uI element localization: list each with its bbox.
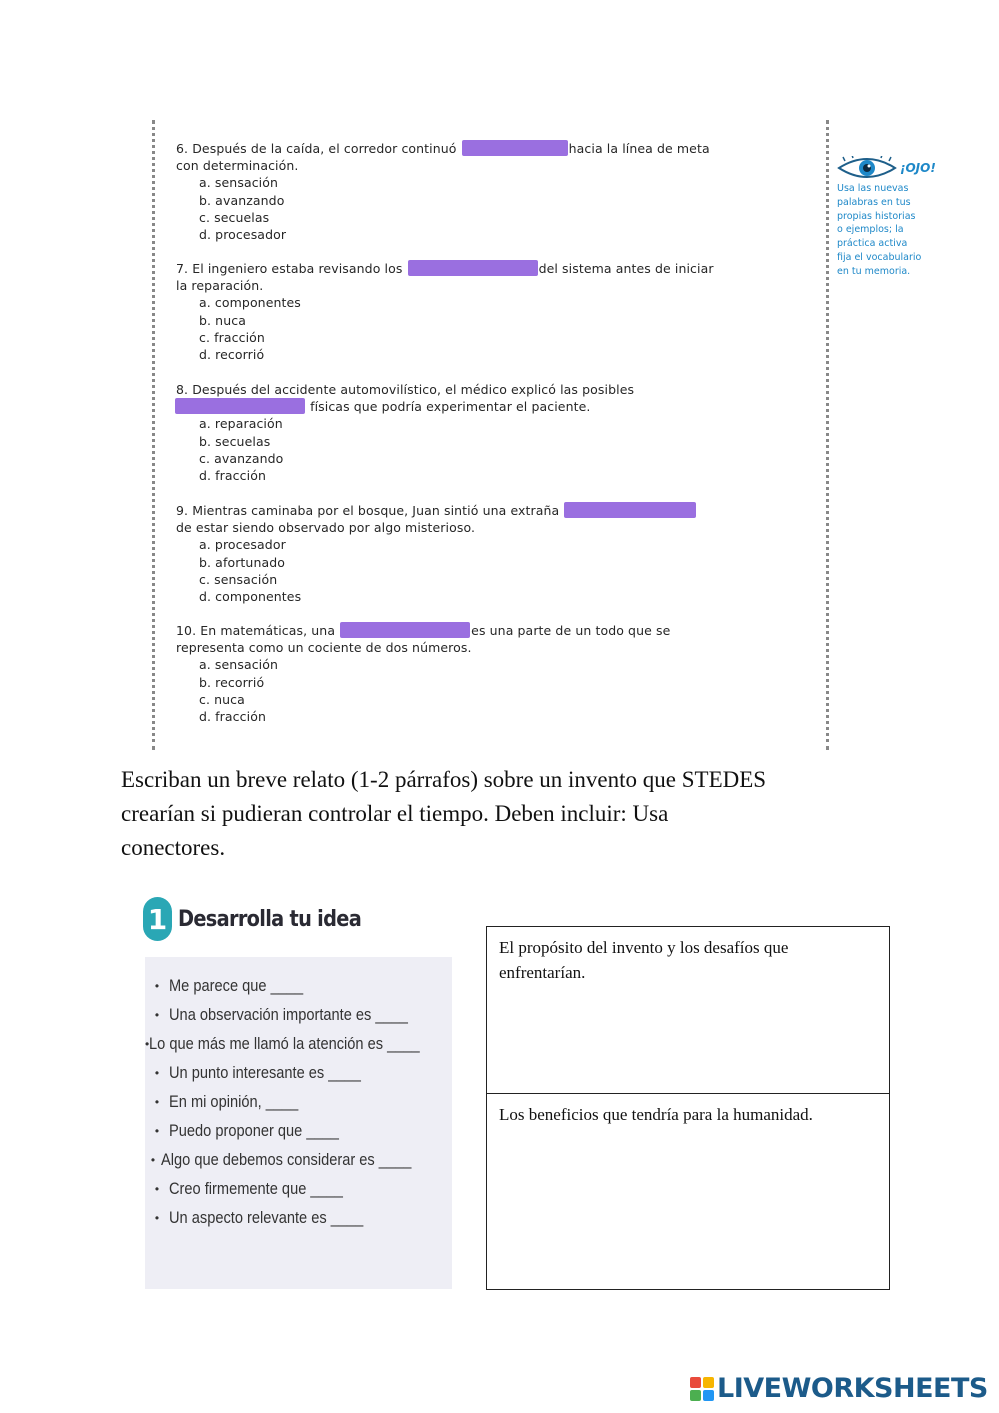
instruction-line: Escriban un breve relato (1-2 párrafos) sobre un invento que STEDES [121, 767, 767, 792]
option: b. afortunado [199, 554, 286, 570]
answer-blank[interactable] [462, 140, 568, 156]
list-item [145, 1203, 452, 1232]
bullet-icon: • [154, 1094, 160, 1109]
question-text: 8. Después del accidente automovilístico, el médico explicó las posibles [176, 382, 635, 397]
bullet-icon: • [154, 1007, 160, 1022]
option: a. reparación [199, 416, 283, 432]
options-list [199, 294, 816, 363]
answer-blank[interactable] [408, 260, 538, 276]
bullet-icon: • [150, 1152, 156, 1167]
tip-line: fija el vocabulario [837, 251, 922, 263]
list-item [145, 1087, 452, 1116]
tip-line: Usa las nuevas [837, 183, 909, 194]
response-table [486, 926, 890, 1290]
question-text: 6. Después de la caída, el corredor continuó [176, 141, 457, 156]
question-6 [176, 140, 816, 243]
answer-blank[interactable] [175, 398, 305, 414]
options-list [199, 656, 816, 725]
option: d. fracción [199, 467, 266, 483]
list-item [145, 1000, 452, 1029]
tip-box [837, 155, 967, 279]
question-text: 9. Mientras caminaba por el bosque, Juan sintió una extraña [176, 503, 560, 518]
idea-header [143, 897, 386, 941]
option: c. secuelas [199, 209, 270, 225]
tip-line: propias historias [837, 210, 916, 222]
question-text: de estar siendo observado por algo misterioso. [176, 520, 476, 536]
logo-square [703, 1377, 714, 1388]
tip-line: o ejemplos; la [837, 224, 904, 236]
instruction-paragraph [121, 763, 901, 865]
option: a. componentes [199, 295, 301, 311]
options-list [199, 415, 816, 484]
benefits-prompt: Los beneficios que tendría para la humanidad. [499, 1105, 813, 1124]
tip-title: ¡OJO! [900, 161, 936, 175]
option: a. sensación [199, 175, 279, 191]
list-item [145, 1058, 452, 1087]
phrase-text: Lo que más me llamó la atención es ____ [149, 1033, 420, 1053]
tip-header [837, 155, 967, 181]
option: b. nuca [199, 312, 246, 328]
question-text: del sistema antes de iniciar [538, 261, 714, 276]
liveworksheets-logo [690, 1373, 988, 1404]
option: c. nuca [199, 691, 245, 707]
idea-title: Desarrolla tu idea [178, 906, 362, 932]
phrase-text: En mi opinión, ____ [169, 1091, 299, 1111]
quiz-section [152, 120, 829, 750]
logo-square [690, 1377, 701, 1388]
purpose-cell[interactable] [487, 927, 889, 1094]
tip-line: práctica activa [837, 238, 908, 250]
list-item [145, 1145, 452, 1174]
option: c. avanzando [199, 450, 284, 466]
phrase-text: Una observación importante es ____ [169, 1004, 408, 1024]
right-dotted-border [826, 120, 829, 750]
option: c. fracción [199, 329, 265, 345]
bullet-icon: • [154, 1210, 160, 1225]
purpose-prompt: El propósito del invento y los desafíos que enfrentarían. [499, 938, 789, 982]
connector-phrases-list [145, 957, 452, 1232]
question-text: representa como un cociente de dos números. [176, 640, 472, 656]
option: b. avanzando [199, 192, 285, 208]
instruction-line: conectores. [121, 835, 226, 860]
step-number-badge: 1 [143, 897, 172, 941]
question-text: con determinación. [176, 158, 299, 174]
question-10 [176, 622, 816, 725]
phrase-text: Un aspecto relevante es ____ [169, 1207, 364, 1227]
options-list [199, 536, 816, 605]
list-item [145, 1116, 452, 1145]
option: b. secuelas [199, 433, 271, 449]
bullet-icon: • [154, 1065, 160, 1080]
question-text: 10. En matemáticas, una [176, 623, 336, 638]
instruction-line: crearían si pudieran controlar el tiempo. Deben incluir: Usa [121, 801, 669, 826]
list-item [145, 1174, 452, 1203]
question-9 [176, 502, 816, 605]
option: c. sensación [199, 571, 278, 587]
bullet-icon: • [154, 978, 160, 993]
option: d. recorrió [199, 346, 265, 362]
answer-blank[interactable] [340, 622, 470, 638]
question-7 [176, 260, 816, 363]
options-list [199, 174, 816, 243]
answer-blank[interactable] [564, 502, 696, 518]
eye-icon [837, 156, 897, 180]
phrase-text: Un punto interesante es ____ [169, 1062, 361, 1082]
option: b. recorrió [199, 674, 265, 690]
option: a. procesador [199, 537, 286, 553]
option: d. componentes [199, 588, 302, 604]
question-text: 7. El ingeniero estaba revisando los [176, 261, 403, 276]
tip-line: palabras en tus [837, 196, 911, 208]
question-text: la reparación. [176, 278, 264, 294]
option: d. fracción [199, 708, 266, 724]
bullet-icon: • [154, 1181, 160, 1196]
logo-square [703, 1390, 714, 1401]
benefits-cell[interactable] [487, 1094, 889, 1288]
tip-text [837, 182, 967, 279]
bullet-icon: • [145, 1036, 150, 1051]
left-dotted-border [152, 120, 155, 750]
question-text: es una parte de un todo que se [471, 623, 671, 638]
phrase-text: Creo firmemente que ____ [169, 1178, 343, 1198]
logo-text: LIVEWORKSHEETS [717, 1373, 988, 1404]
phrase-text: Me parece que ____ [169, 975, 304, 995]
question-text: físicas que podría experimentar el paciente. [310, 399, 591, 415]
phrase-text: Puedo proponer que ____ [169, 1120, 339, 1140]
question-text: hacia la línea de meta [568, 141, 710, 156]
phrase-text: Algo que debemos considerar es ____ [160, 1149, 412, 1169]
logo-mark-icon [690, 1377, 714, 1401]
bullet-icon: • [154, 1123, 160, 1138]
connector-phrases-panel [145, 957, 452, 1289]
list-item [145, 1029, 452, 1058]
logo-square [690, 1390, 701, 1401]
question-8 [176, 381, 816, 484]
option: d. procesador [199, 226, 287, 242]
option: a. sensación [199, 657, 279, 673]
tip-line: en tu memoria. [837, 265, 911, 277]
list-item [145, 971, 452, 1000]
